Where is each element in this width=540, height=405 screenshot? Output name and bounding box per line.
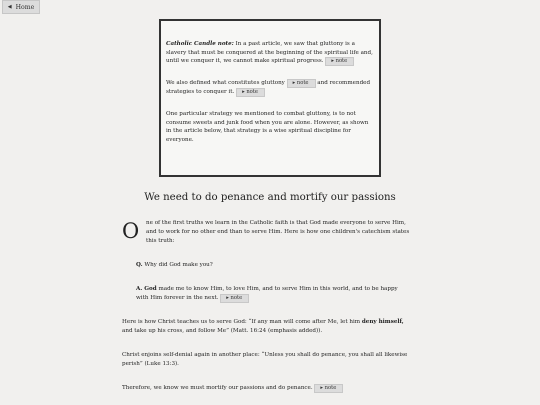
left-triangle-icon: ◀	[7, 4, 12, 10]
penance-paragraph: Christ enjoins self-denial again in another place: “Unless you shall do penance, you shall all likewise perish” (Luke 13:3).	[122, 352, 408, 367]
intro-text: ne of the first truths we learn in the Catholic faith is that God made everyone to serve Him, and to work for no other end than to serve Him. Here is how one children's catechism states this truth:	[146, 220, 410, 244]
home-button[interactable]	[2, 0, 40, 14]
note-text-2b: and recommended strategies to conquer it.	[166, 80, 371, 96]
note-paragraph-1	[166, 40, 373, 66]
answer-text: made me to know Him, to love Him, and to serve Him in this world, and to be happy with Him forever in the next.	[136, 286, 398, 301]
question-label: Q.	[136, 262, 143, 268]
therefore-paragraph	[122, 384, 410, 393]
drop-cap: O	[122, 219, 140, 243]
note-button[interactable]: ▸ note	[314, 384, 343, 393]
catechism-answer	[122, 285, 410, 303]
catechism-question	[122, 261, 410, 270]
article-heading: We need to do penance and mortify our passions	[144, 192, 396, 203]
note-paragraph-2	[166, 79, 373, 97]
note-lead: Catholic Candle note:	[166, 41, 234, 47]
note-button[interactable]: ▸ note	[287, 79, 316, 88]
christ-text-b: and take up his cross, and follow Me” (Matt. 16:24 (emphasis added)).	[122, 328, 323, 334]
answer-bold: God	[142, 286, 157, 292]
note-button[interactable]: ▸ note	[220, 294, 249, 303]
christ-paragraph	[122, 318, 410, 336]
christ-bold: deny himself,	[361, 319, 404, 325]
note-text-1: In a past article, we saw that gluttony is a slavery that must be conquered at the beginning of the spiritual life and, until we conquer it, we cannot make spiritual progress.	[166, 41, 373, 65]
note-text-2a: We also defined what constitutes gluttony	[166, 80, 287, 87]
note-paragraph-3: One particular strategy we mentioned to combat gluttony, is to not consume sweets and junk food when you are alone. However, as shown in the article below, that strategy is a wise spiritual discipline for everyone.	[166, 111, 369, 143]
article-body	[122, 219, 410, 405]
editor-note-box	[159, 19, 381, 177]
christ-text-a: Here is how Christ teaches us to serve God: “If any man will come after Me, let him	[122, 319, 362, 325]
note-button[interactable]: ▸ note	[325, 57, 354, 66]
note-button[interactable]: ▸ note	[236, 88, 265, 97]
question-text: Why did God make you?	[142, 262, 213, 268]
home-label: Home	[15, 3, 35, 11]
therefore-text: Therefore, we know we must mortify our passions and do penance.	[122, 385, 315, 391]
intro-paragraph	[122, 219, 410, 246]
answer-label: A.	[136, 286, 143, 292]
